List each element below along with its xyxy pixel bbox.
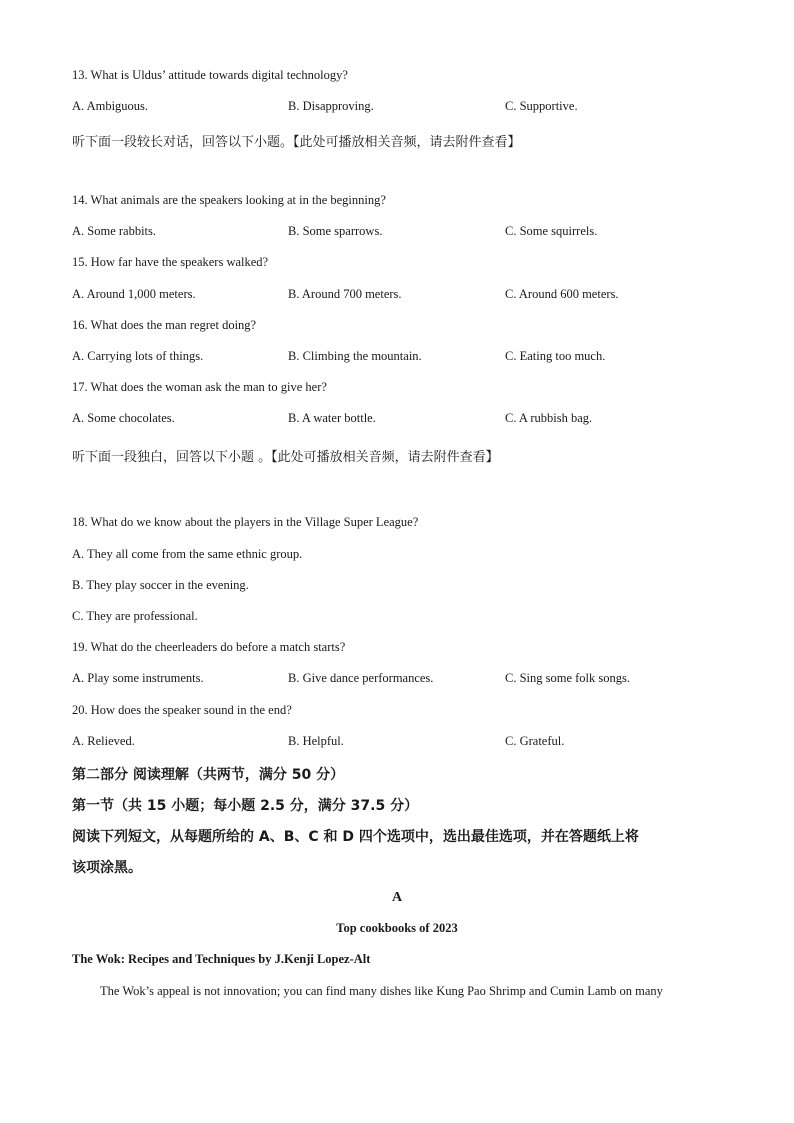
question-20-option-a: A. Relieved. [72,734,135,748]
question-18-option-a: A. They all come from the same ethnic group. [72,547,303,561]
question-14-stem: 14. What animals are the speakers looking at in the beginning? [72,193,386,207]
question-13-stem: 13. What is Uldus’ attitude towards digital technology? [72,68,348,82]
question-14-option-c: C. Some squirrels. [505,224,598,238]
question-15-option-b: B. Around 700 meters. [288,287,402,301]
section-one-title: 第一节（共 15 小题；每小题 2.5 分，满分 37.5 分） [72,798,419,814]
question-19-stem: 19. What do the cheerleaders do before a match starts? [72,640,346,654]
part-two-title: 第二部分 阅读理解（共两节，满分 50 分） [72,767,345,783]
question-18-option-b: B. They play soccer in the evening. [72,578,249,592]
passage-paragraph-first-line: The Wok’s appeal is not innovation; you can find many dishes like Kung Pao Shrimp and Cumin Lamb on many [100,984,663,998]
question-16-stem: 16. What does the man regret doing? [72,318,257,332]
question-17-stem: 17. What does the woman ask the man to give her? [72,380,327,394]
question-13-option-a: A. Ambiguous. [72,99,149,113]
question-13-option-b: B. Disapproving. [288,99,374,113]
question-16-option-a: A. Carrying lots of things. [72,349,204,363]
question-15-option-a: A. Around 1,000 meters. [72,287,196,301]
question-14-option-b: B. Some sparrows. [288,224,383,238]
question-14-option-a: A. Some rabbits. [72,224,157,238]
question-17-option-b: B. A water bottle. [288,411,376,425]
question-19-option-a: A. Play some instruments. [72,671,204,685]
question-18-option-c: C. They are professional. [72,609,198,623]
instruction-monologue: 听下面一段独白，回答以下小题 。【此处可播放相关音频，请去附件查看】 [72,450,499,465]
question-13-option-c: C. Supportive. [505,99,578,113]
question-20-option-c: C. Grateful. [505,734,565,748]
question-17-option-a: A. Some chocolates. [72,411,175,425]
book-heading: The Wok: Recipes and Techniques by J.Kenji Lopez-Alt [72,952,371,966]
question-15-stem: 15. How far have the speakers walked? [72,255,269,269]
reading-instruction-line-2: 该项涂黑。 [72,860,142,876]
question-19-option-c: C. Sing some folk songs. [505,671,631,685]
question-17-option-c: C. A rubbish bag. [505,411,593,425]
instruction-long-dialogue: 听下面一段较长对话，回答以下小题。【此处可播放相关音频，请去附件查看】 [72,135,521,150]
passage-letter: A [391,890,403,905]
reading-instruction-line-1: 阅读下列短文，从每题所给的 A、B、C 和 D 四个选项中，选出最佳选项，并在答题纸上将 [72,829,639,845]
question-19-option-b: B. Give dance performances. [288,671,434,685]
passage-title: Top cookbooks of 2023 [336,921,458,935]
question-16-option-b: B. Climbing the mountain. [288,349,422,363]
question-16-option-c: C. Eating too much. [505,349,606,363]
question-20-stem: 20. How does the speaker sound in the end? [72,703,292,717]
question-20-option-b: B. Helpful. [288,734,344,748]
question-18-stem: 18. What do we know about the players in the Village Super League? [72,515,419,529]
question-15-option-c: C. Around 600 meters. [505,287,619,301]
